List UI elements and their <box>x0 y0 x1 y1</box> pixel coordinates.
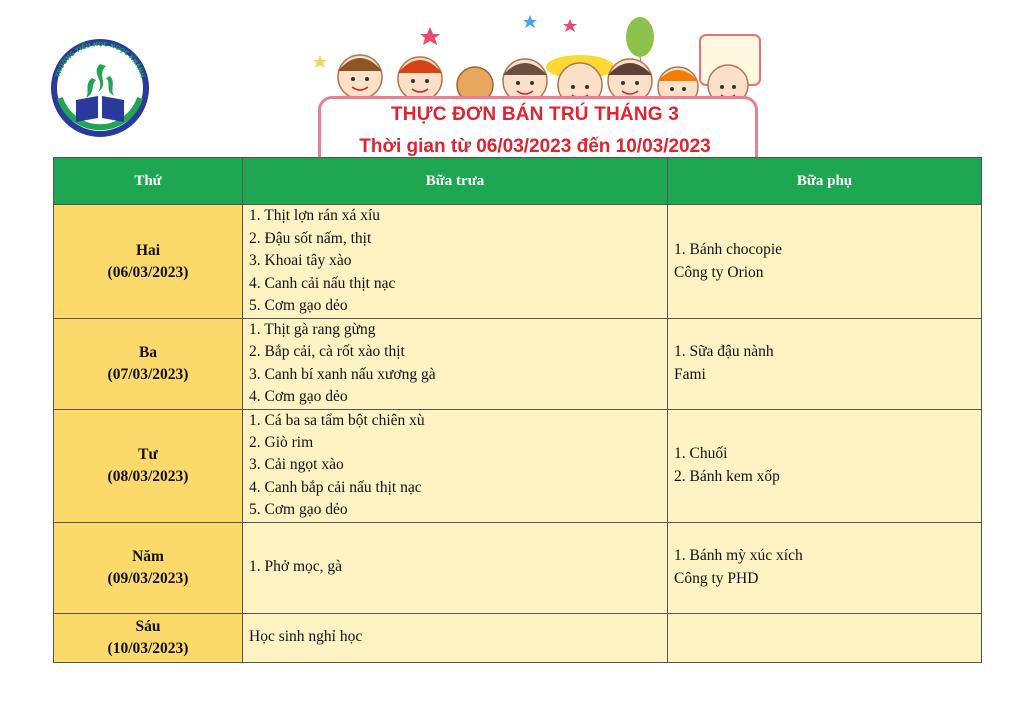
lunch-cell <box>243 205 668 319</box>
snack-item: 1. Bánh chocopie <box>674 241 783 259</box>
lunch-cell <box>243 409 668 522</box>
day-name: Ba <box>138 343 158 361</box>
snack-cell <box>668 613 982 662</box>
table-row <box>54 205 982 319</box>
snack-cell <box>668 319 982 410</box>
snack-item: 1. Sữa đậu nành <box>674 343 774 361</box>
lunch-item: Học sinh nghỉ học <box>249 628 363 646</box>
snack-item: 2. Bánh kem xốp <box>674 467 780 485</box>
lunch-item: 5. Cơm gạo dẻo <box>249 297 348 315</box>
day-date: (07/03/2023) <box>107 365 189 383</box>
day-date: (09/03/2023) <box>107 569 189 587</box>
lunch-menu-table <box>53 157 982 663</box>
lunch-item: 1. Thịt gà rang gừng <box>249 321 376 338</box>
column-header-day: Thứ <box>54 158 243 205</box>
snack-item: Công ty Orion <box>674 263 764 281</box>
lunch-cell <box>243 319 668 410</box>
lunch-item: 4. Canh bắp cải nấu thịt nạc <box>249 478 422 496</box>
day-cell <box>54 319 243 410</box>
menu-date-range: Thời gian từ 06/03/2023 đến 10/03/2023 <box>359 136 711 157</box>
table-header-row <box>54 158 982 205</box>
snack-cell <box>668 205 982 319</box>
menu-title: THỰC ĐƠN BÁN TRÚ THÁNG 3 <box>391 104 679 125</box>
day-date: (08/03/2023) <box>107 467 189 485</box>
snack-cell <box>668 522 982 613</box>
lunch-item: 4. Cơm gạo dẻo <box>249 388 348 406</box>
lunch-item: 3. Cải ngọt xào <box>249 456 344 474</box>
lunch-item: 5. Cơm gạo dẻo <box>249 501 348 519</box>
lunch-item: 2. Giò rim <box>249 434 314 452</box>
day-name: Hai <box>135 241 161 259</box>
lunch-cell <box>243 613 668 662</box>
snack-item: Fami <box>674 365 706 383</box>
lunch-cell <box>243 522 668 613</box>
day-cell <box>54 613 243 662</box>
lunch-item: 3. Khoai tây xào <box>249 252 352 270</box>
day-name: Sáu <box>135 617 161 635</box>
day-date: (10/03/2023) <box>107 639 189 657</box>
lunch-item: 2. Bắp cải, cà rốt xào thịt <box>249 343 405 361</box>
lunch-item: 2. Đậu sốt nấm, thịt <box>249 229 372 247</box>
table-row <box>54 409 982 522</box>
snack-item: 1. Chuối <box>674 445 728 463</box>
snack-item: Công ty PHD <box>674 569 759 587</box>
table-row <box>54 522 982 613</box>
snack-item: 1. Bánh mỳ xúc xích <box>674 547 803 565</box>
day-name: Năm <box>132 547 164 565</box>
day-cell <box>54 205 243 319</box>
school-logo <box>40 26 160 138</box>
column-header-snack: Bữa phụ <box>668 158 982 205</box>
snack-cell <box>668 409 982 522</box>
lunch-item: 1. Cá ba sa tẩm bột chiên xù <box>249 411 425 429</box>
lunch-item: 4. Canh cải nấu thịt nạc <box>249 274 396 292</box>
table-row <box>54 319 982 410</box>
table-row <box>54 613 982 662</box>
day-name: Tư <box>138 445 158 463</box>
lunch-item: 1. Thịt lợn rán xá xíu <box>249 207 381 225</box>
day-cell <box>54 522 243 613</box>
lunch-item: 3. Canh bí xanh nấu xương gà <box>249 365 436 383</box>
lunch-item: 1. Phở mọc, gà <box>249 558 343 576</box>
day-cell <box>54 409 243 522</box>
day-date: (06/03/2023) <box>107 263 189 281</box>
logo-text: TRƯỜNG TIỂU HỌC NGỌC KHÁNH <box>54 40 146 79</box>
column-header-lunch: Bữa trưa <box>243 158 668 205</box>
